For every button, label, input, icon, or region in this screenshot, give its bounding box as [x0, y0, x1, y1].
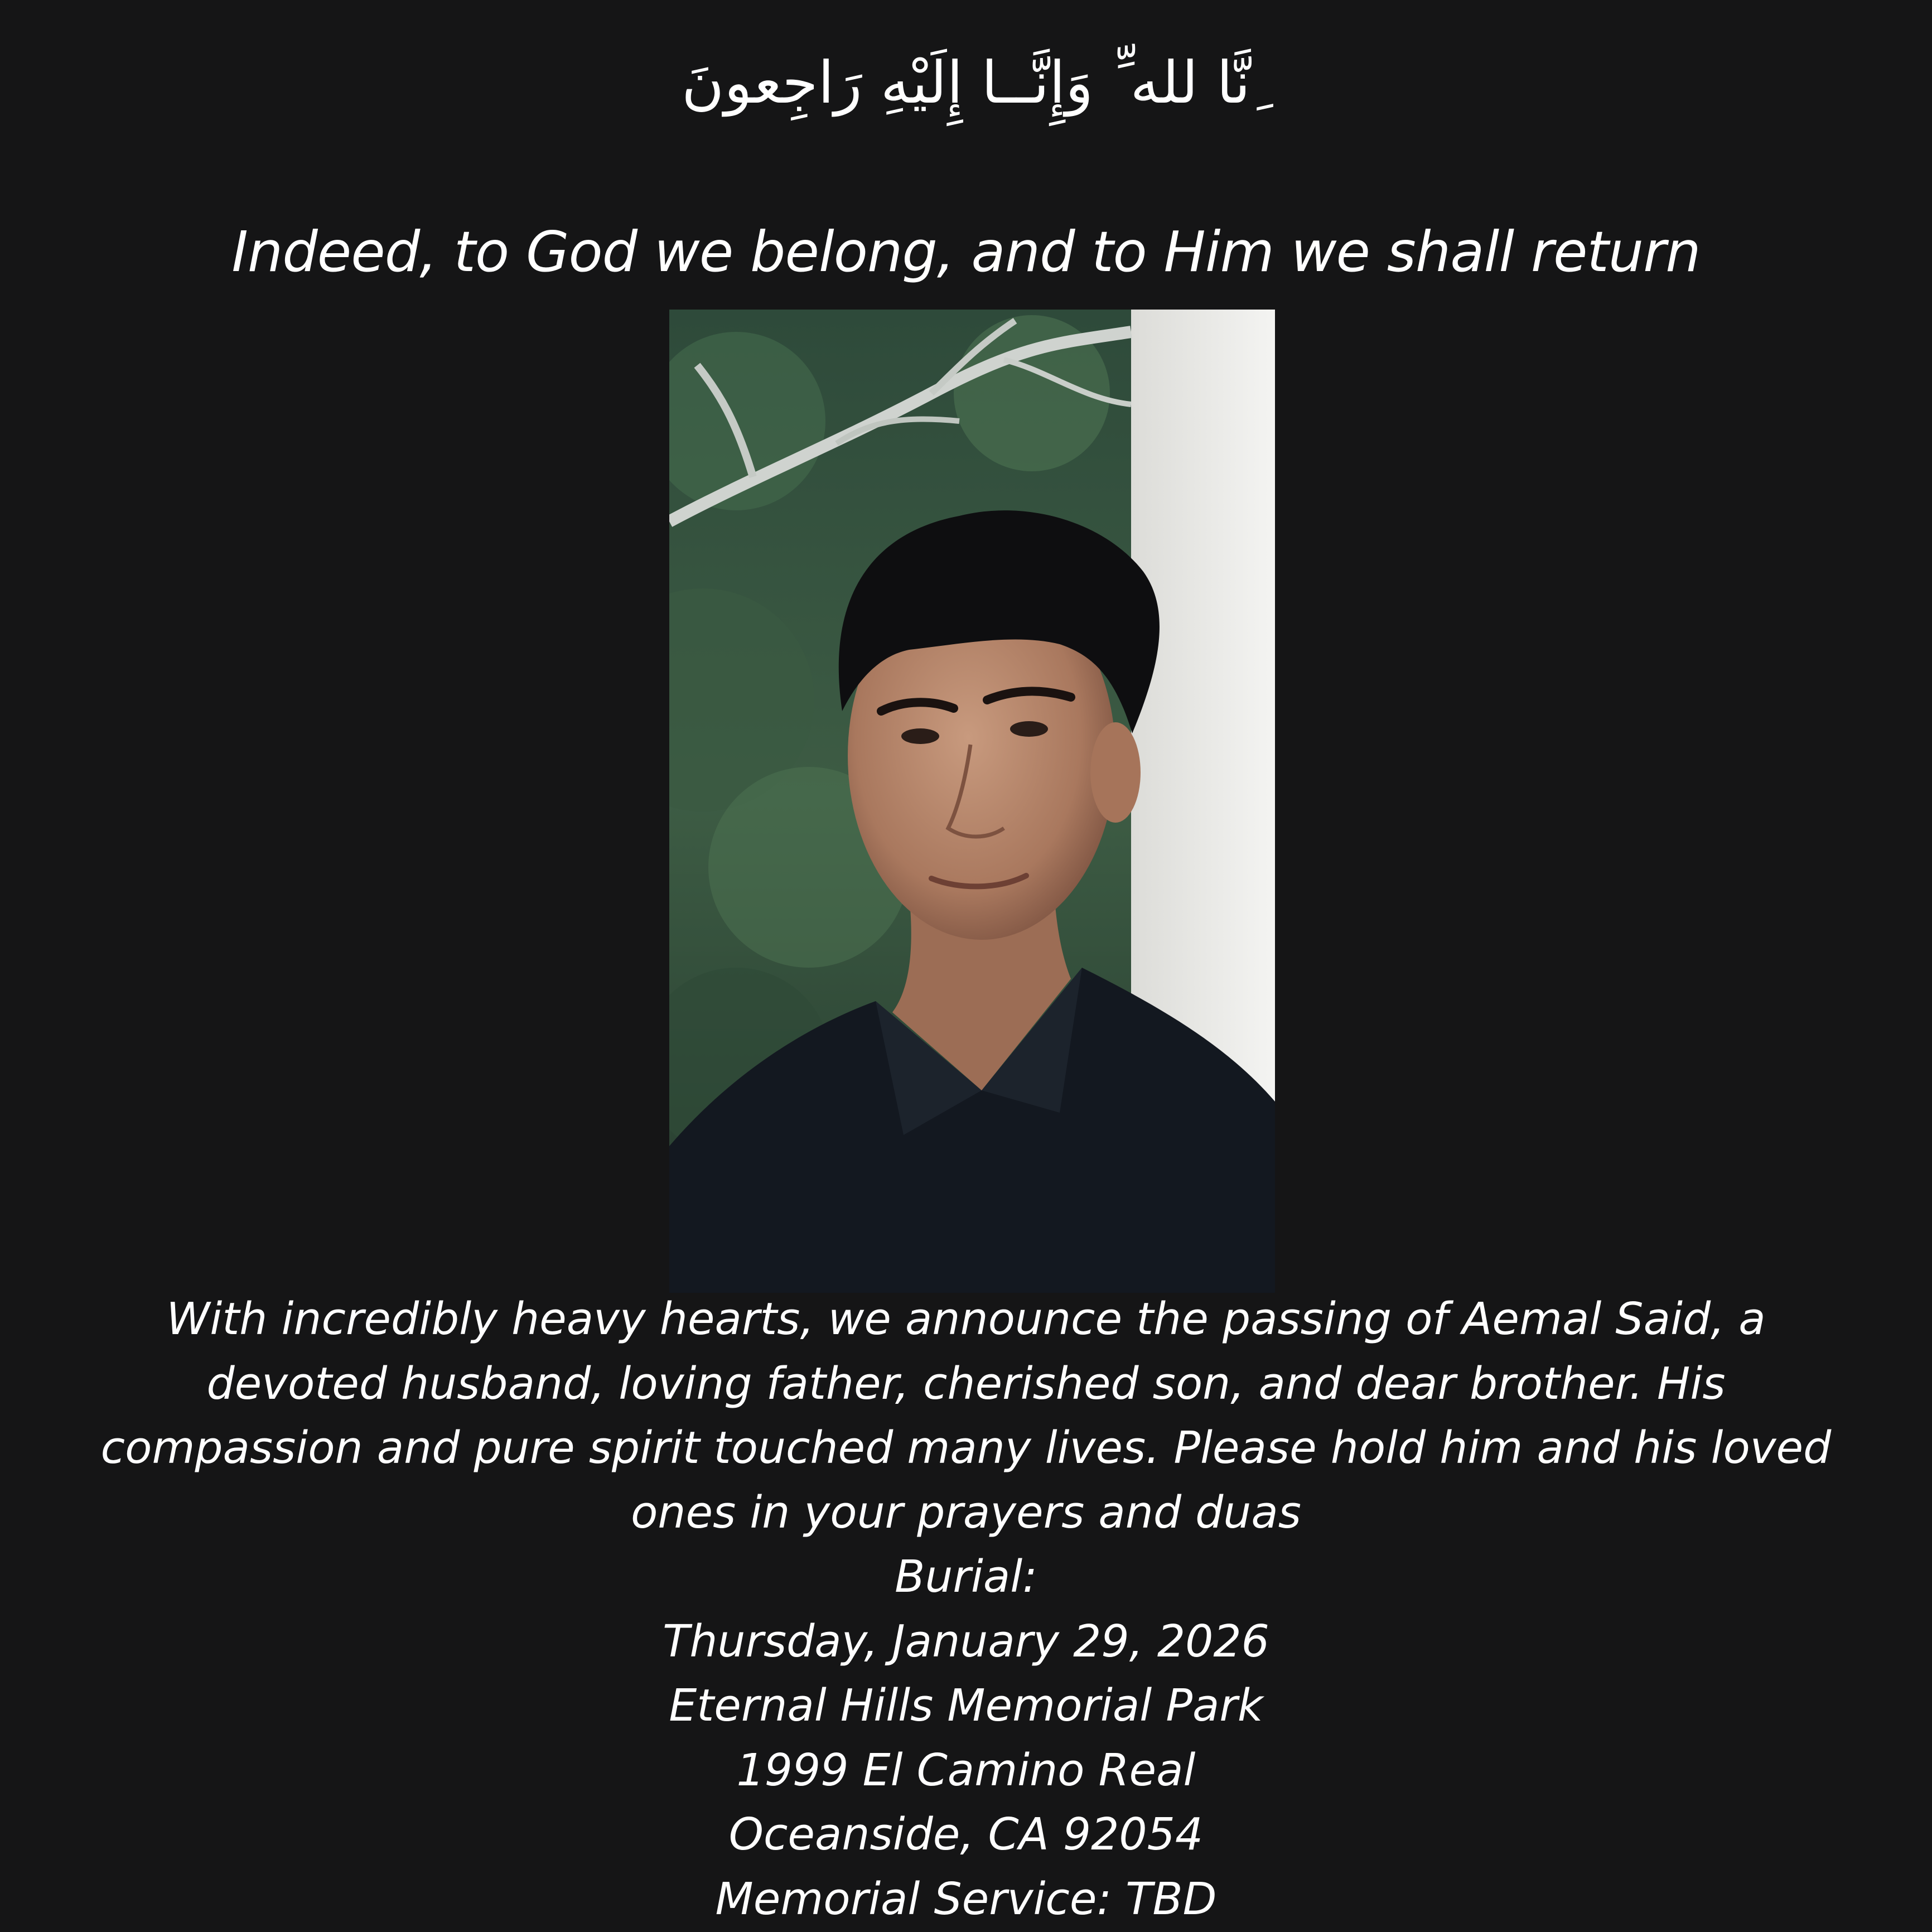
- portrait-photo: [669, 310, 1275, 1293]
- verse-translation: Indeed, to God we belong, and to Him we shall return: [231, 219, 1701, 284]
- burial-heading: Burial:: [895, 1551, 1037, 1602]
- burial-city: Oceanside, CA 92054: [728, 1809, 1204, 1860]
- memorial-service: Memorial Service: TBD: [715, 1873, 1217, 1925]
- arabic-verse: ِنَّا لله ِّ وَإِنَّــا إِلَيْهِ رَاجِعونَ: [682, 49, 1250, 117]
- burial-venue: Eternal Hills Memorial Park: [669, 1680, 1263, 1731]
- burial-date: Thursday, January 29, 2026: [663, 1615, 1269, 1667]
- service-details: [0, 1545, 1932, 1931]
- burial-street: 1999 El Camino Real: [736, 1744, 1196, 1796]
- portrait-illustration: [669, 310, 1275, 1293]
- announcement-text: With incredibly heavy hearts, we announce the passing of Aemal Said, a devoted husband, loving father, cherished son, and dear brother. His compassion and pure spirit touched many lives. Please hold him and his loved ones in your prayers and duas: [100, 1293, 1832, 1538]
